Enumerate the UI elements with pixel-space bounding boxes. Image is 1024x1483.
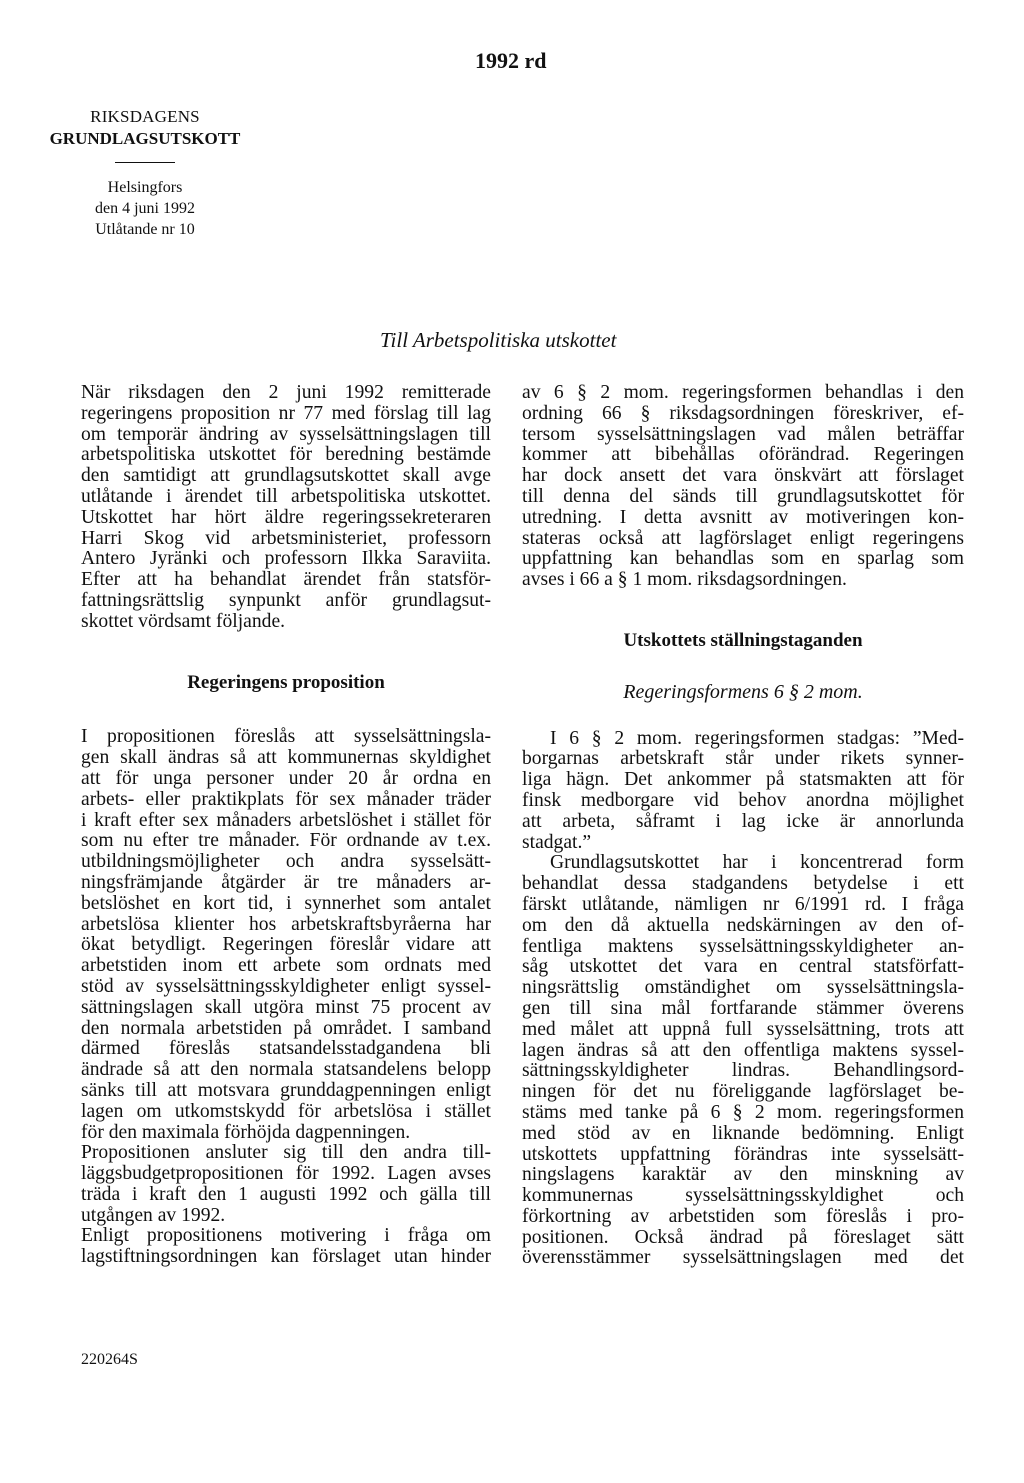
text-line: utbildningsmöjligheter och andra sysselsätt- [81,851,491,873]
text-line: med stöd av en liknande bedömning. Enligt [522,1122,964,1144]
experts-paragraph [81,508,491,570]
text-line: sänks till att motsvara grunddagpenningen enligt [81,1079,491,1101]
text-line: skottet vördsamt följande. [81,610,286,632]
text-line: uppfattning kan behandlas som en sparlag som [522,548,964,570]
text-line: kommer att bibehållas oförändrad. Regeringen [522,444,964,466]
text-line: lagen om utkomstskydd för arbetslösa i stället [81,1100,491,1122]
text-line: ningen för det nu föreliggande lagförslaget be- [522,1081,964,1103]
text-line: Propositionen ansluter sig till den andra till- [81,1142,491,1164]
text-line: läggsbudgetpropositionen för 1992. Lagen avses [81,1163,491,1185]
text-line: färskt utlåtande, nämligen nr 6/1991 rd. I fråga [522,893,964,915]
text-line: fentliga maktens sysselsättningsskyldigheter an- [522,935,964,957]
budget-paragraph [81,1143,491,1226]
text-line: Utskottet har hört äldre regeringssekreteraren [81,506,491,528]
recipient-line: Till Arbetspolitiska utskottet [380,328,617,352]
header-statement-number: Utlåtande nr 10 [95,221,195,238]
document-header [20,106,270,240]
quote-paragraph [522,729,964,750]
text-line: borgarnas arbetskraft står under rikets synner- [522,748,964,770]
subheading-constitution-section: Regeringsformens 6 § 2 mom. [623,680,863,703]
intro-paragraph [81,383,491,508]
text-line: fattningsrättslig synpunkt anför grundlagsut- [81,589,491,611]
text-line: sättningslagen skall utgöra minst 75 procent av [81,996,491,1018]
continuation-paragraph [522,383,964,591]
text-line: till denna del sänds till grundlagsutskottet för [522,485,964,507]
section-heading-proposal: Regeringens proposition [187,671,385,693]
text-line: i kraft efter sex månaders arbetslöshet i stället för [81,809,491,831]
text-line: regeringens proposition nr 77 med förslag till lag [81,402,491,424]
text-line: gen till sina mål fortfarande stämmer överens [522,997,964,1019]
text-line: att för unga personer under 20 år ordna en [81,767,491,789]
text-line: ningsrättslig omständighet om sysselsättningsla- [522,977,964,999]
text-line: ningsfrämjande åtgärder är tre månaders ar- [81,871,491,893]
text-line: som nu efter tre månader. För ordnande av t.ex. [81,830,491,852]
text-line: utgången av 1992. [81,1204,226,1226]
text-line: den samtidigt att grundlagsutskottet skall avge [81,465,491,487]
committee-name-line1: RIKSDAGENS [90,107,200,126]
text-line: behandlat dessa stadgandens betydelse i ett [522,873,964,895]
text-line: I propositionen föreslås att sysselsättningsla- [81,726,491,748]
page-number: 1992 rd [475,48,547,73]
text-line: positionen. Också ändrad på föreslaget sätt [522,1226,964,1248]
right-column [522,383,964,1269]
text-line: Enligt propositionens motivering i fråga om [81,1225,491,1247]
text-line: såg utskottet det vara en central statsförfatt- [522,956,964,978]
text-line: stadgat.” [522,831,592,853]
text-line: ökat betydligt. Regeringen föreslår vidare att [81,934,491,956]
text-line: Efter att ha behandlat ärendet från statsför- [81,569,491,591]
footer-print-code: 220264S [81,1351,138,1368]
text-line: om den då aktuella nedskärningen av den of- [522,914,964,936]
text-line: lagstiftningsordningen kan förslaget utan hinder [81,1246,491,1268]
text-line: gen skall ändras så att kommunernas skyldighet [81,747,491,769]
text-line: utlåtande i ärendet till arbetspolitiska utskottet. [81,485,491,507]
left-column [81,383,491,1268]
text-line: arbetstiden inom ett arbete som ordnats med [81,955,491,977]
assessment-paragraph-continued [522,874,964,1269]
text-line: betslöshet en kort tid, i synnerhet som antalet [81,892,491,914]
assessment-paragraph [522,853,964,874]
text-line: ordning 66 § riksdagsordningen föreskriver, ef- [522,402,964,424]
text-line: träda i kraft den 1 augusti 1992 och gälla till [81,1183,491,1205]
text-line: sättningsskyldigheter lindras. Behandlingsord- [522,1060,964,1082]
text-line: ningslagens karaktär av den minskning av [522,1164,964,1186]
text-line: med målet att uppnå full sysselsättning, trots att [522,1018,964,1040]
text-line: Harri Skog vid arbetsministeriet, professorn [81,527,491,549]
text-line: finsk medborgare vid behov anordna möjlighet [522,789,964,811]
header-date: den 4 juni 1992 [95,200,195,217]
text-line: Grundlagsutskottet har i koncentrerad form [550,852,964,874]
text-line: av 6 § 2 mom. regeringsformen behandlas i den [522,382,964,403]
text-line: avses i 66 a § 1 mom. riksdagsordningen. [522,569,847,591]
text-line: ändrade så att den normala statsandelens belopp [81,1059,491,1081]
text-line: tersom sysselsättningslagen vad målen beträffar [522,423,964,445]
text-line: om temporär ändring av sysselsättningslagen till [81,423,491,445]
text-line: stöd av sysselsättningsskyldigheter enligt syssel- [81,975,491,997]
text-line: arbets- eller praktikplats för sex månader träder [81,788,491,810]
text-line: överensstämmer sysselsättningslagen med det [522,1247,964,1269]
text-line: Antero Jyränki och professorn Ilkka Saraviita. [81,548,491,570]
text-line: I 6 § 2 mom. regeringsformen stadgas: ”Med- [550,727,964,749]
text-line: har dock ansett det vara önskvärt att förslaget [522,465,964,487]
text-line: att arbeta, såframt i lag icke är annorlunda [522,810,964,832]
text-line: den normala arbetstiden på området. I samband [81,1017,491,1039]
proposal-paragraph [81,727,491,1143]
text-line: kommunernas sysselsättningsskyldighet och [522,1185,964,1207]
text-line: När riksdagen den 2 juni 1992 remitterade [81,382,491,403]
transition-paragraph [81,570,491,632]
committee-name-line2: GRUNDLAGSUTSKOTT [49,129,241,148]
motivation-paragraph [81,1226,491,1268]
text-line: för den maximala förhöjda dagpenningen. [81,1121,411,1143]
text-line: utskottets uppfattning förändras inte sysselsätt- [522,1143,964,1165]
header-city: Helsingfors [107,179,183,196]
text-line: därmed föreslås statsandelsstadgandena bli [81,1038,491,1060]
quote-paragraph-continued [522,749,964,853]
section-heading-committee-position: Utskottets ställningstaganden [623,629,863,651]
text-line: lagen ändras så att den offentliga maktens syssel- [522,1039,964,1061]
text-line: arbetslösa klienter hos arbetskraftsbyråerna har [81,913,491,935]
text-line: liga hägn. Det ankommer på statsmakten att för [522,769,964,791]
text-line: stäms med tanke på 6 § 2 mom. regeringsformen [522,1101,964,1123]
header-divider [115,162,175,163]
text-line: utredning. I detta avsnitt av motiveringen kon- [522,506,964,528]
text-line: arbetspolitiska utskottet för beredning bestämde [81,444,491,466]
text-line: stateras också att lagförslaget enligt regeringens [522,527,964,549]
text-line: förkortning av arbetstiden som föreslås i pro- [522,1205,964,1227]
